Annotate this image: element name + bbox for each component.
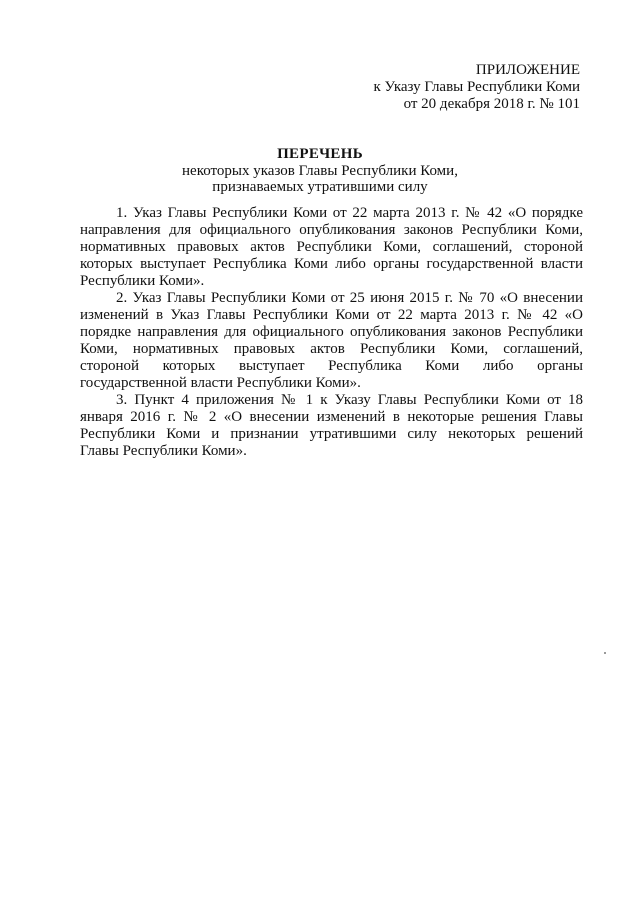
title-heading: ПЕРЕЧЕНЬ: [277, 146, 363, 162]
appendix-header: [373, 62, 580, 113]
appendix-label: ПРИЛОЖЕНИЕ: [475, 62, 580, 78]
title-subtitle-line-2: признаваемых утратившими силу: [212, 179, 428, 195]
item-2-line-2: изменений в Указ Главы Республики Коми от 22 марта 2013 г. № 42 «О: [80, 307, 583, 323]
item-3-line-3: Республики Коми и признании утратившими силу некоторых решений: [80, 426, 583, 442]
document-title: [0, 146, 640, 195]
item-3-line-2: января 2016 г. № 2 «О внесении изменений в некоторые решения Главы: [80, 409, 583, 425]
item-1-line-4: которых выступает Республика Коми либо органы государственной власти: [80, 256, 583, 272]
item-1-line-1: 1. Указ Главы Республики Коми от 22 марта 2013 г. № 42 «О порядке: [116, 205, 583, 221]
appendix-date: от 20 декабря 2018 г. № 101: [403, 96, 580, 112]
item-1-line-3: нормативных правовых актов Республики Коми, соглашений, стороной: [80, 239, 583, 255]
item-2-line-1: 2. Указ Главы Республики Коми от 25 июня 2015 г. № 70 «О внесении: [116, 290, 583, 306]
list-item-1: [80, 205, 583, 290]
item-2-line-5: стороной которых выступает Республика Коми либо органы: [80, 358, 583, 374]
item-1-line-2: направления для официального опубликования законов Республики Коми,: [80, 222, 583, 238]
item-2-line-4: Коми, нормативных правовых актов Республики Коми, соглашений,: [80, 341, 583, 357]
appendix-reference: к Указу Главы Республики Коми: [373, 79, 580, 95]
title-subtitle-line-1: некоторых указов Главы Республики Коми,: [182, 163, 458, 179]
item-2-line-6: государственной власти Республики Коми».: [80, 375, 361, 391]
scan-speck: [604, 652, 606, 654]
document-body: [80, 205, 583, 460]
item-2-line-3: порядке направления для официального опубликования законов Республики: [80, 324, 583, 340]
item-1-line-5: Республики Коми».: [80, 273, 205, 289]
item-3-line-1: 3. Пункт 4 приложения № 1 к Указу Главы Республики Коми от 18: [116, 392, 583, 408]
list-item-3: [80, 392, 583, 460]
item-3-line-4: Главы Республики Коми».: [80, 443, 247, 459]
list-item-2: [80, 290, 583, 392]
